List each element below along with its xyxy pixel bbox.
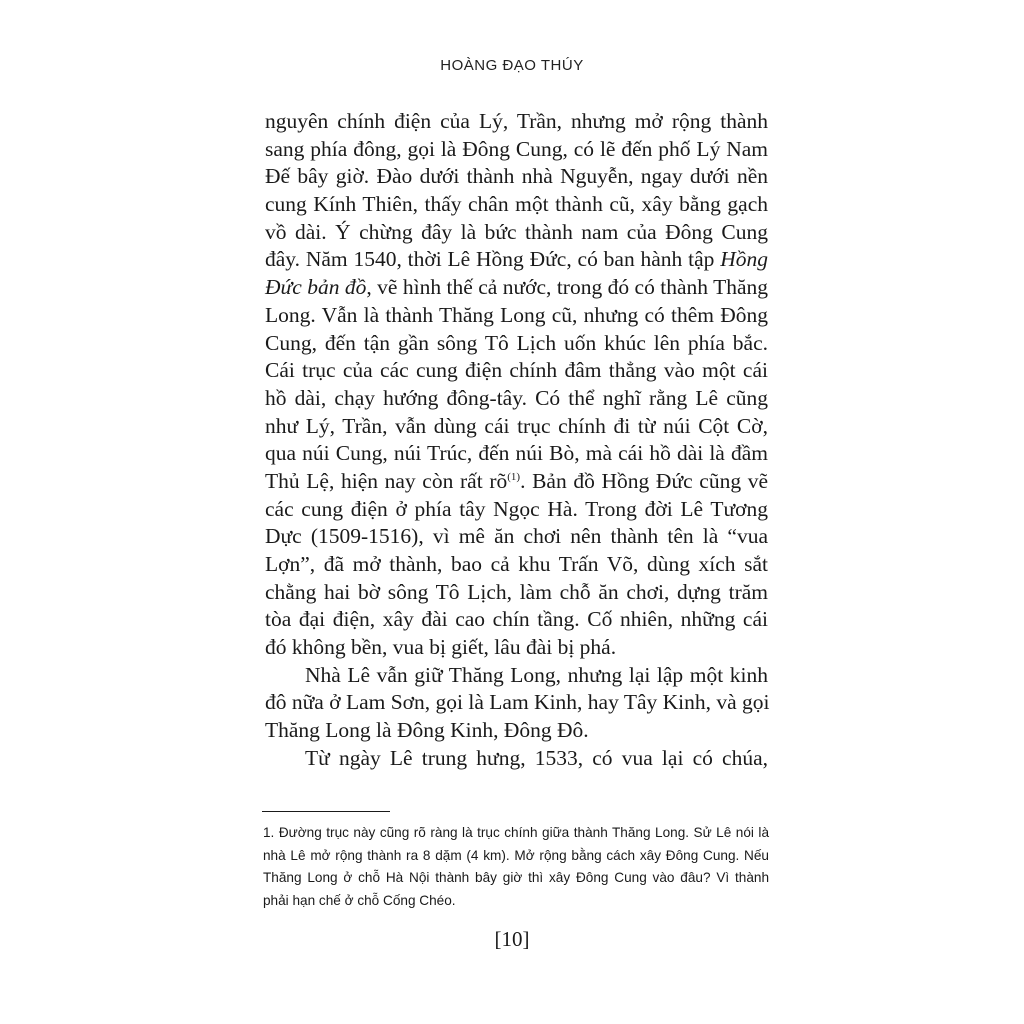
- text-line: qua núi Cung, núi Trúc, đến núi Bò, mà cái hồ dài là đầm: [265, 441, 768, 466]
- text-line: các cung điện ở phía tây Ngọc Hà. Trong đời Lê Tương: [265, 496, 768, 521]
- text-line: Thăng Long là Đông Kinh, Đông Đô.: [265, 718, 589, 743]
- footnote-line: phải hạn chế ở chỗ Cống Chéo.: [263, 892, 456, 908]
- footnote-marker[interactable]: (1): [507, 470, 521, 483]
- running-head-title: HOÀNG ĐẠO THÚY: [440, 57, 584, 74]
- text-line: [265, 468, 768, 496]
- text-line: sang phía đông, gọi là Đông Cung, có lẽ đến phố Lý Nam: [265, 136, 768, 161]
- text-line: Dực (1509-1516), vì mê ăn chơi nên thành tên là “vua: [265, 524, 768, 549]
- footnote-line: 1. Đường trục này cũng rõ ràng là trục chính giữa thành Thăng Long. Sử Lê nói là: [263, 825, 769, 840]
- text-line: Nhà Lê vẫn giữ Thăng Long, nhưng lại lập một kinh: [305, 662, 768, 687]
- text-line: Lợn”, đã mở thành, bao cả khu Trấn Võ, dùng xích sắt: [265, 552, 768, 576]
- italic-title: Hồng: [720, 247, 769, 272]
- footnote-line: nhà Lê mở rộng thành ra 8 dặm (4 km). Mở rộng bằng cách xây Đông Cung. Nếu: [263, 847, 769, 863]
- italic-title: Đức bản đồ: [265, 275, 367, 300]
- text-line: tòa đại điện, xây đài cao chín tầng. Cố nhiên, những cái: [265, 607, 768, 632]
- text-segment: đây. Năm 1540, thời Lê Hồng Đức, có ban hành tập: [265, 247, 715, 272]
- text-line: hồ dài, chạy hướng đông-tây. Có thể nghĩ rằng Lê cũng: [265, 385, 768, 410]
- text-segment: , vẽ hình thế cả nước, trong đó có thành Thăng: [366, 275, 768, 300]
- text-segment: Thủ Lệ, hiện nay còn rất rõ: [265, 468, 508, 493]
- text-line: nguyên chính điện của Lý, Trần, nhưng mở rộng thành: [265, 109, 768, 133]
- text-line: đó không bền, vua bị giết, lâu đài bị phá.: [265, 635, 617, 660]
- text-line: [265, 246, 768, 274]
- text-line: vồ dài. Ý chừng đây là bức thành nam của Đông Cung: [265, 219, 768, 244]
- text-line: chằng hai bờ sông Tô Lịch, làm chỗ ăn chơi, dựng trăm: [265, 579, 768, 604]
- text-line: [265, 274, 768, 302]
- text-line: đô nữa ở Lam Sơn, gọi là Lam Kinh, hay Tây Kinh, và gọi: [265, 690, 770, 715]
- text-line: Đế bây giờ. Đào dưới thành nhà Nguyễn, ngay dưới nền: [265, 164, 768, 189]
- text-segment: . Bản đồ Hồng Đức cũng vẽ: [520, 468, 769, 493]
- footnote-block: [263, 822, 769, 912]
- text-line: Cung, đến tận gần sông Tô Lịch uốn khúc lên phía bắc.: [265, 330, 768, 355]
- text-line: Cái trục của các cung điện chính đâm thẳng vào một cái: [265, 358, 768, 383]
- main-text: [265, 108, 768, 773]
- text-line: Từ ngày Lê trung hưng, 1533, có vua lại có chúa,: [305, 745, 768, 770]
- page-number: [10]: [494, 927, 530, 951]
- text-line: Long. Vẫn là thành Thăng Long cũ, nhưng có thêm Đông: [265, 302, 768, 327]
- text-line: cung Kính Thiên, thấy chân một thành cũ, xây bằng gạch: [265, 192, 768, 217]
- text-line: như Lý, Trần, vẫn dùng cái trục chính đi từ núi Cột Cờ,: [265, 413, 768, 438]
- footnote-line: Thăng Long ở chỗ Hà Nội thành bây giờ thì xây Đông Cung vào đâu? Vì thành: [263, 870, 769, 885]
- footnote-divider: [262, 811, 390, 812]
